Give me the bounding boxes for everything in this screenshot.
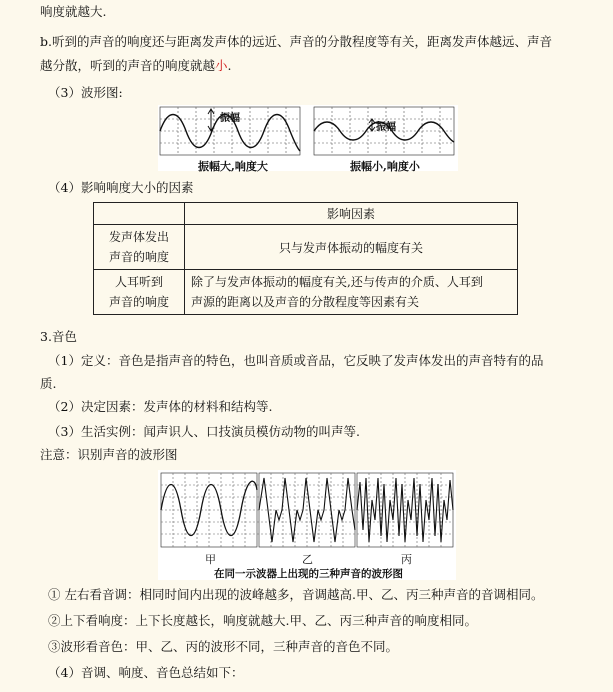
item4-factors-heading: （4）影响响度大小的因素 <box>48 180 194 195</box>
section3-title: 3.音色 <box>40 329 77 344</box>
row-head-line: 人耳听到 <box>114 275 163 289</box>
waveform-right-amplitude-label: 振幅 <box>376 122 396 133</box>
row-head-source <box>94 225 185 270</box>
waveform-left-amplitude-label: 振幅 <box>220 113 240 124</box>
osc-label-bing: 丙 <box>401 553 412 566</box>
osc-label-yi: 乙 <box>302 553 313 566</box>
determining-factors: （2）决定因素：发声体的材料和结构等. <box>48 399 273 414</box>
table-corner-cell <box>94 203 185 225</box>
item3-waveform-heading: （3）波形图: <box>48 85 123 100</box>
loudness-factors-table <box>93 202 518 315</box>
osc-caption: 在同一示波器上出现的三种声音的波形图 <box>214 568 403 580</box>
top-fragment: 响度就越大. <box>40 4 107 19</box>
waveform-left-caption: 振幅大,响度大 <box>198 160 268 173</box>
row-content-line: 只与发声体振动的幅度有关 <box>278 240 423 255</box>
table-row <box>94 270 518 315</box>
row-head-line: 声音的响度 <box>108 250 169 264</box>
row-content-line: 声源的距离以及声音的分散程度等因素有关 <box>191 295 420 309</box>
point-loudness: ②上下看响度：上下长度越长，响度就越大.甲、乙、丙三种声音的响度相同。 <box>48 613 477 628</box>
row-content-ear <box>185 270 518 315</box>
row-content-source <box>185 225 518 270</box>
point-pitch: ① 左右看音调：相同时间内出现的波峰越多，音调越高.甲、乙、丙三种声音的音调相同。 <box>48 587 544 602</box>
para-b-line2-suffix: . <box>227 58 232 73</box>
row-head-line: 声音的响度 <box>108 295 169 309</box>
life-examples: （3）生活实例：闻声识人、口技演员模仿动物的叫声等. <box>48 424 360 439</box>
table-row <box>94 225 518 270</box>
definition-line2: 质. <box>40 376 57 391</box>
table-header-cell: 影响因素 <box>185 203 518 225</box>
note-line: 注意：识别声音的波形图 <box>40 447 178 462</box>
definition-line1: （1）定义：音色是指声音的特色，也叫音质或音品，它反映了发声体发出的声音特有的品 <box>48 353 544 368</box>
para-b-highlight: 小 <box>215 58 228 73</box>
point-timbre: ③波形看音色：甲、乙、丙的波形不同，三种声音的音色不同。 <box>48 639 399 654</box>
para-b-line1: b.听到的声音的响度还与距离发声体的远近、声音的分散程度等有关，距离发声体越远、声音 <box>40 34 552 49</box>
waveform-right-caption: 振幅小,响度小 <box>350 160 420 173</box>
para-b-line2 <box>40 57 232 75</box>
para-b-line2-prefix: 越分散，听到的声音的响度就越 <box>40 58 216 73</box>
table-header-row <box>94 203 518 225</box>
row-head-ear <box>94 270 185 315</box>
osc-label-jia: 甲 <box>205 553 216 566</box>
item4-summary: （4）音调、响度、音色总结如下： <box>48 665 244 680</box>
row-content-line: 除了与发声体振动的幅度有关,还与传声的介质、人耳到 <box>191 275 483 289</box>
row-head-line: 发声体发出 <box>108 230 169 244</box>
